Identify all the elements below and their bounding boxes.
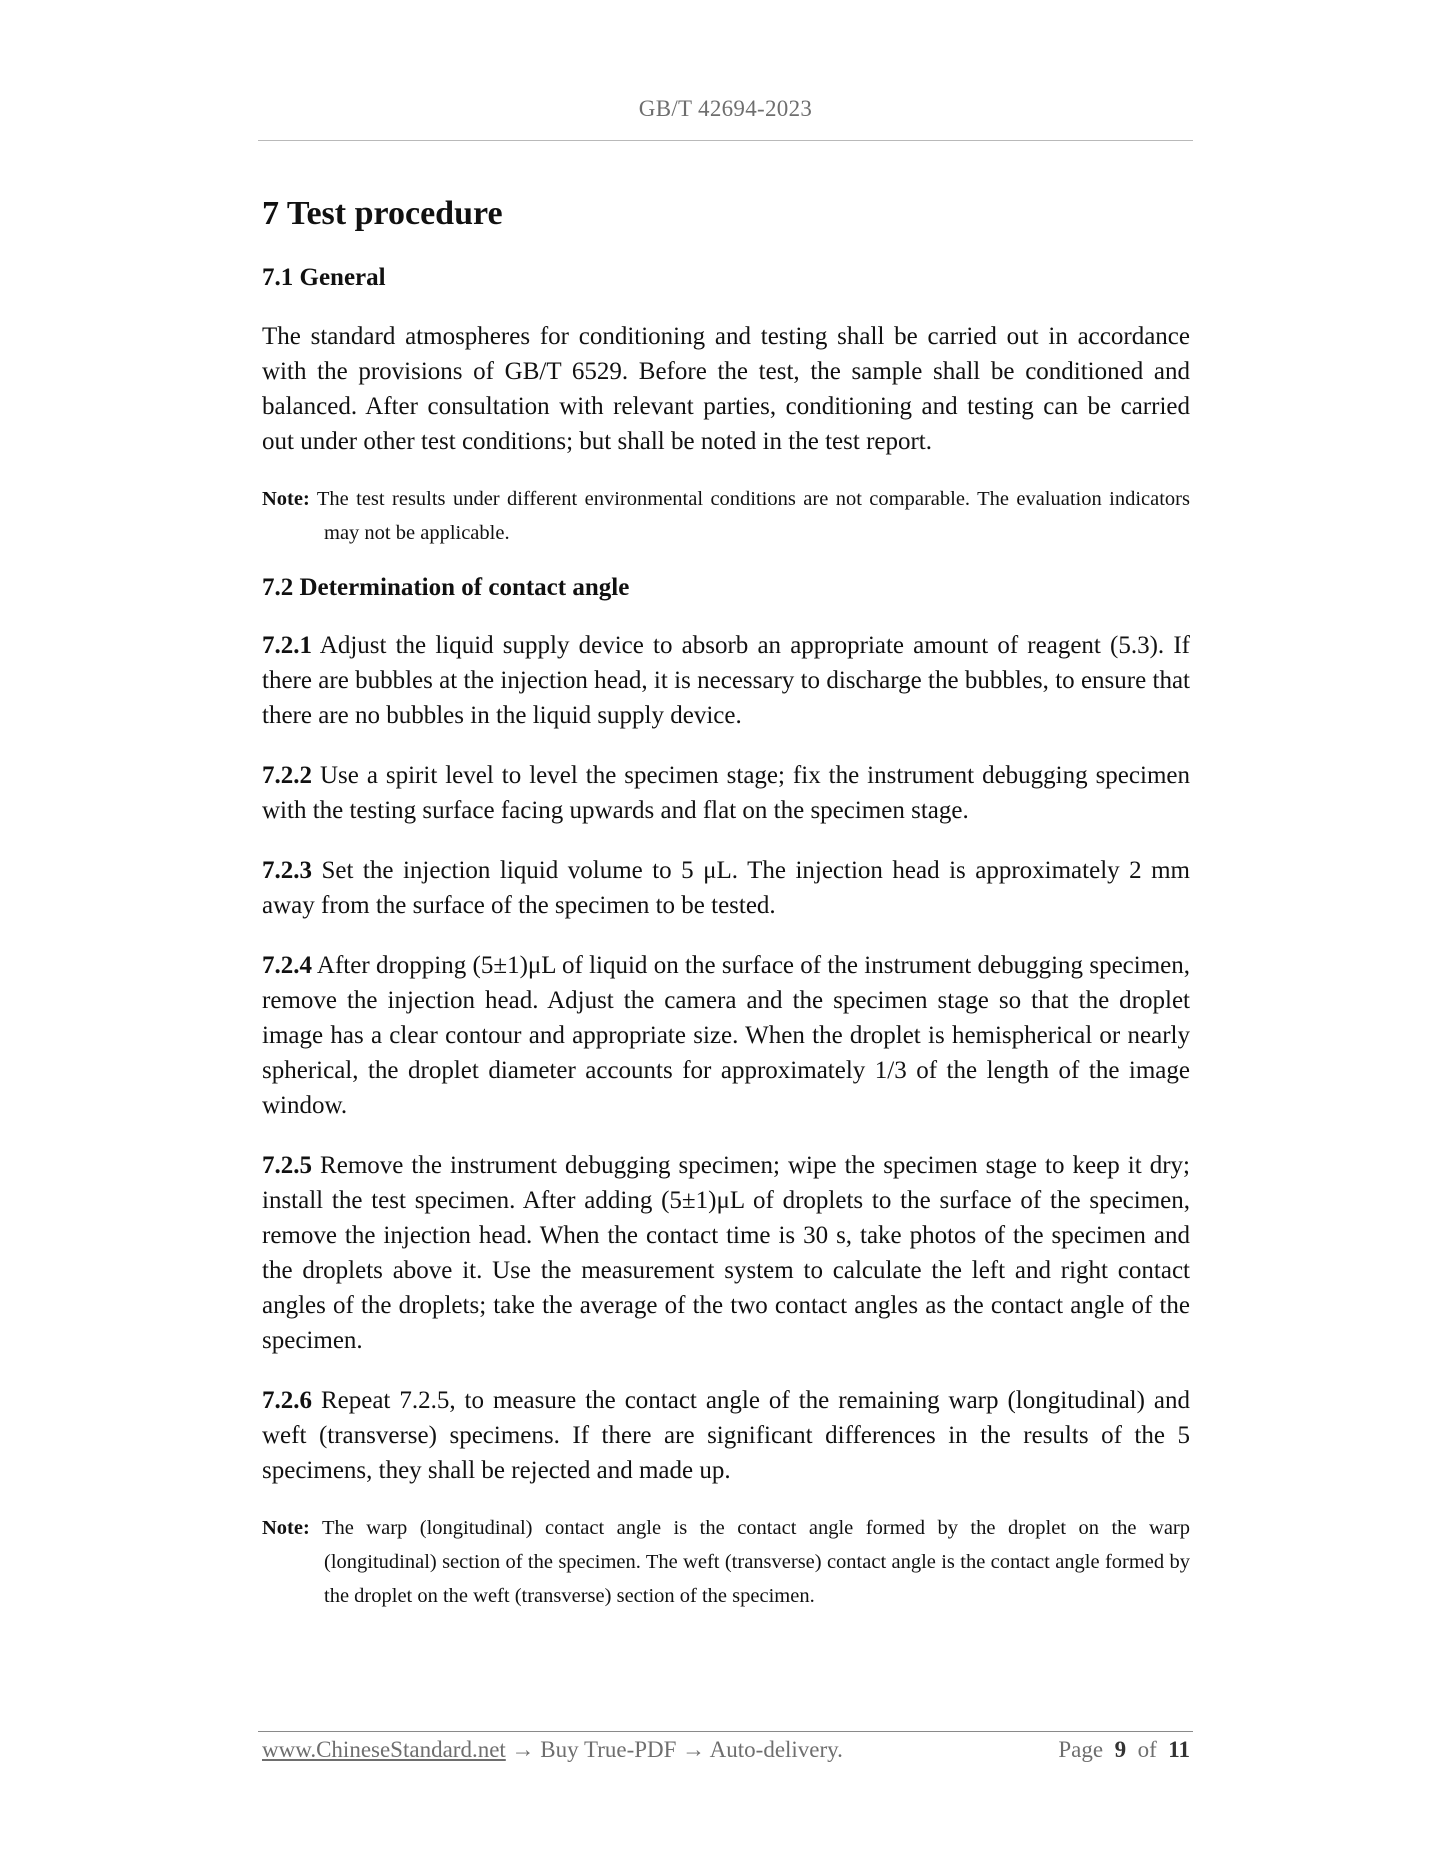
note-text: The test results under different environmental conditions are not comparable. The evaluation indicators may not be applicable. — [316, 487, 1190, 544]
clause-text: Remove the instrument debugging specimen; wipe the specimen stage to keep it dry; install the test specimen. After adding (5±1)μL of droplets to the surface of the specimen, remove the injection head. When the contact time is 30 s, take photos of the specimen and the droplets above it. Use the measurement system to calculate the left and right contact angles of the droplets; take the average of the two contact angles as the contact angle of the specimen. — [262, 1152, 1190, 1355]
page-label: Page — [1058, 1737, 1104, 1762]
clause-text: Adjust the liquid supply device to absorb an appropriate amount of reagent (5.3). If there are bubbles at the injection head, it is necessary to discharge the bubbles, to ensure that there are no bubbles in the liquid supply device. — [262, 632, 1190, 730]
clause-7-2-2 — [262, 758, 1190, 828]
clause-7-2-3 — [262, 853, 1190, 923]
page-content — [262, 192, 1190, 1635]
clause-number: 7.2.6 — [262, 1387, 312, 1415]
note-label: Note: — [262, 487, 310, 510]
clause-7-2-6 — [262, 1383, 1190, 1488]
clause-text: Set the injection liquid volume to 5 μL. The injection head is approximately 2 mm away from the surface of the specimen to be tested. — [262, 857, 1191, 920]
general-paragraph: The standard atmospheres for conditioning and testing shall be carried out in accordance with the provisions of GB/T 6529. Before the test, the sample shall be conditioned and balanced. After consultation with relevant parties, conditioning and testing can be carried out under other test conditions; but shall be noted in the test report. — [262, 322, 1190, 455]
subsection-title-contact-angle: 7.2 Determination of contact angle — [262, 573, 630, 601]
total-pages: 11 — [1168, 1737, 1190, 1762]
clause-text: Repeat 7.2.5, to measure the contact angle of the remaining warp (longitudinal) and weft (transverse) specimens. If there are significant differences in the results of the 5 specimens, they shall be rejected and made up. — [262, 1387, 1191, 1485]
general-note — [262, 482, 1190, 550]
footer-promo-text: → Buy True-PDF → Auto-delivery. — [505, 1737, 843, 1762]
clause-7-2-5 — [262, 1148, 1190, 1358]
section-title: 7 Test procedure — [262, 195, 503, 232]
clause-number: 7.2.2 — [262, 762, 312, 790]
note-text: The warp (longitudinal) contact angle is the contact angle formed by the droplet on the warp (longitudinal) section of the specimen. The weft (transverse) contact angle is the contact angle formed by the droplet on the weft (transverse) section of the specimen. — [321, 1517, 1190, 1608]
clause-number: 7.2.5 — [262, 1152, 312, 1180]
footer-left — [262, 1737, 843, 1763]
of-label: of — [1137, 1737, 1157, 1762]
clause-number: 7.2.3 — [262, 857, 312, 885]
clause-7-2-4 — [262, 948, 1190, 1123]
subsection-title-general: 7.1 General — [262, 264, 386, 292]
website-link[interactable]: www.ChineseStandard.net — [262, 1737, 506, 1762]
note-label: Note: — [262, 1517, 310, 1540]
contact-angle-note — [262, 1511, 1190, 1613]
clause-7-2-1 — [262, 628, 1190, 733]
clause-text: After dropping (5±1)μL of liquid on the surface of the instrument debugging specimen, remove the injection head. Adjust the camera and the specimen stage so that the droplet image has a clear contour and appropriate size. When the droplet is hemispherical or nearly spherical, the droplet diameter accounts for approximately 1/3 of the length of the image window. — [262, 952, 1190, 1120]
header-standard-number: GB/T 42694-2023 — [638, 96, 813, 121]
page-footer — [262, 1737, 1190, 1763]
footer-divider — [258, 1731, 1193, 1732]
page-indicator — [1058, 1737, 1190, 1763]
page-number: 9 — [1114, 1737, 1127, 1762]
header-divider — [258, 140, 1193, 141]
clause-text: Use a spirit level to level the specimen stage; fix the instrument debugging specimen with the testing surface facing upwards and flat on the specimen stage. — [262, 762, 1190, 825]
clause-number: 7.2.1 — [262, 632, 312, 660]
clause-number: 7.2.4 — [262, 952, 312, 980]
